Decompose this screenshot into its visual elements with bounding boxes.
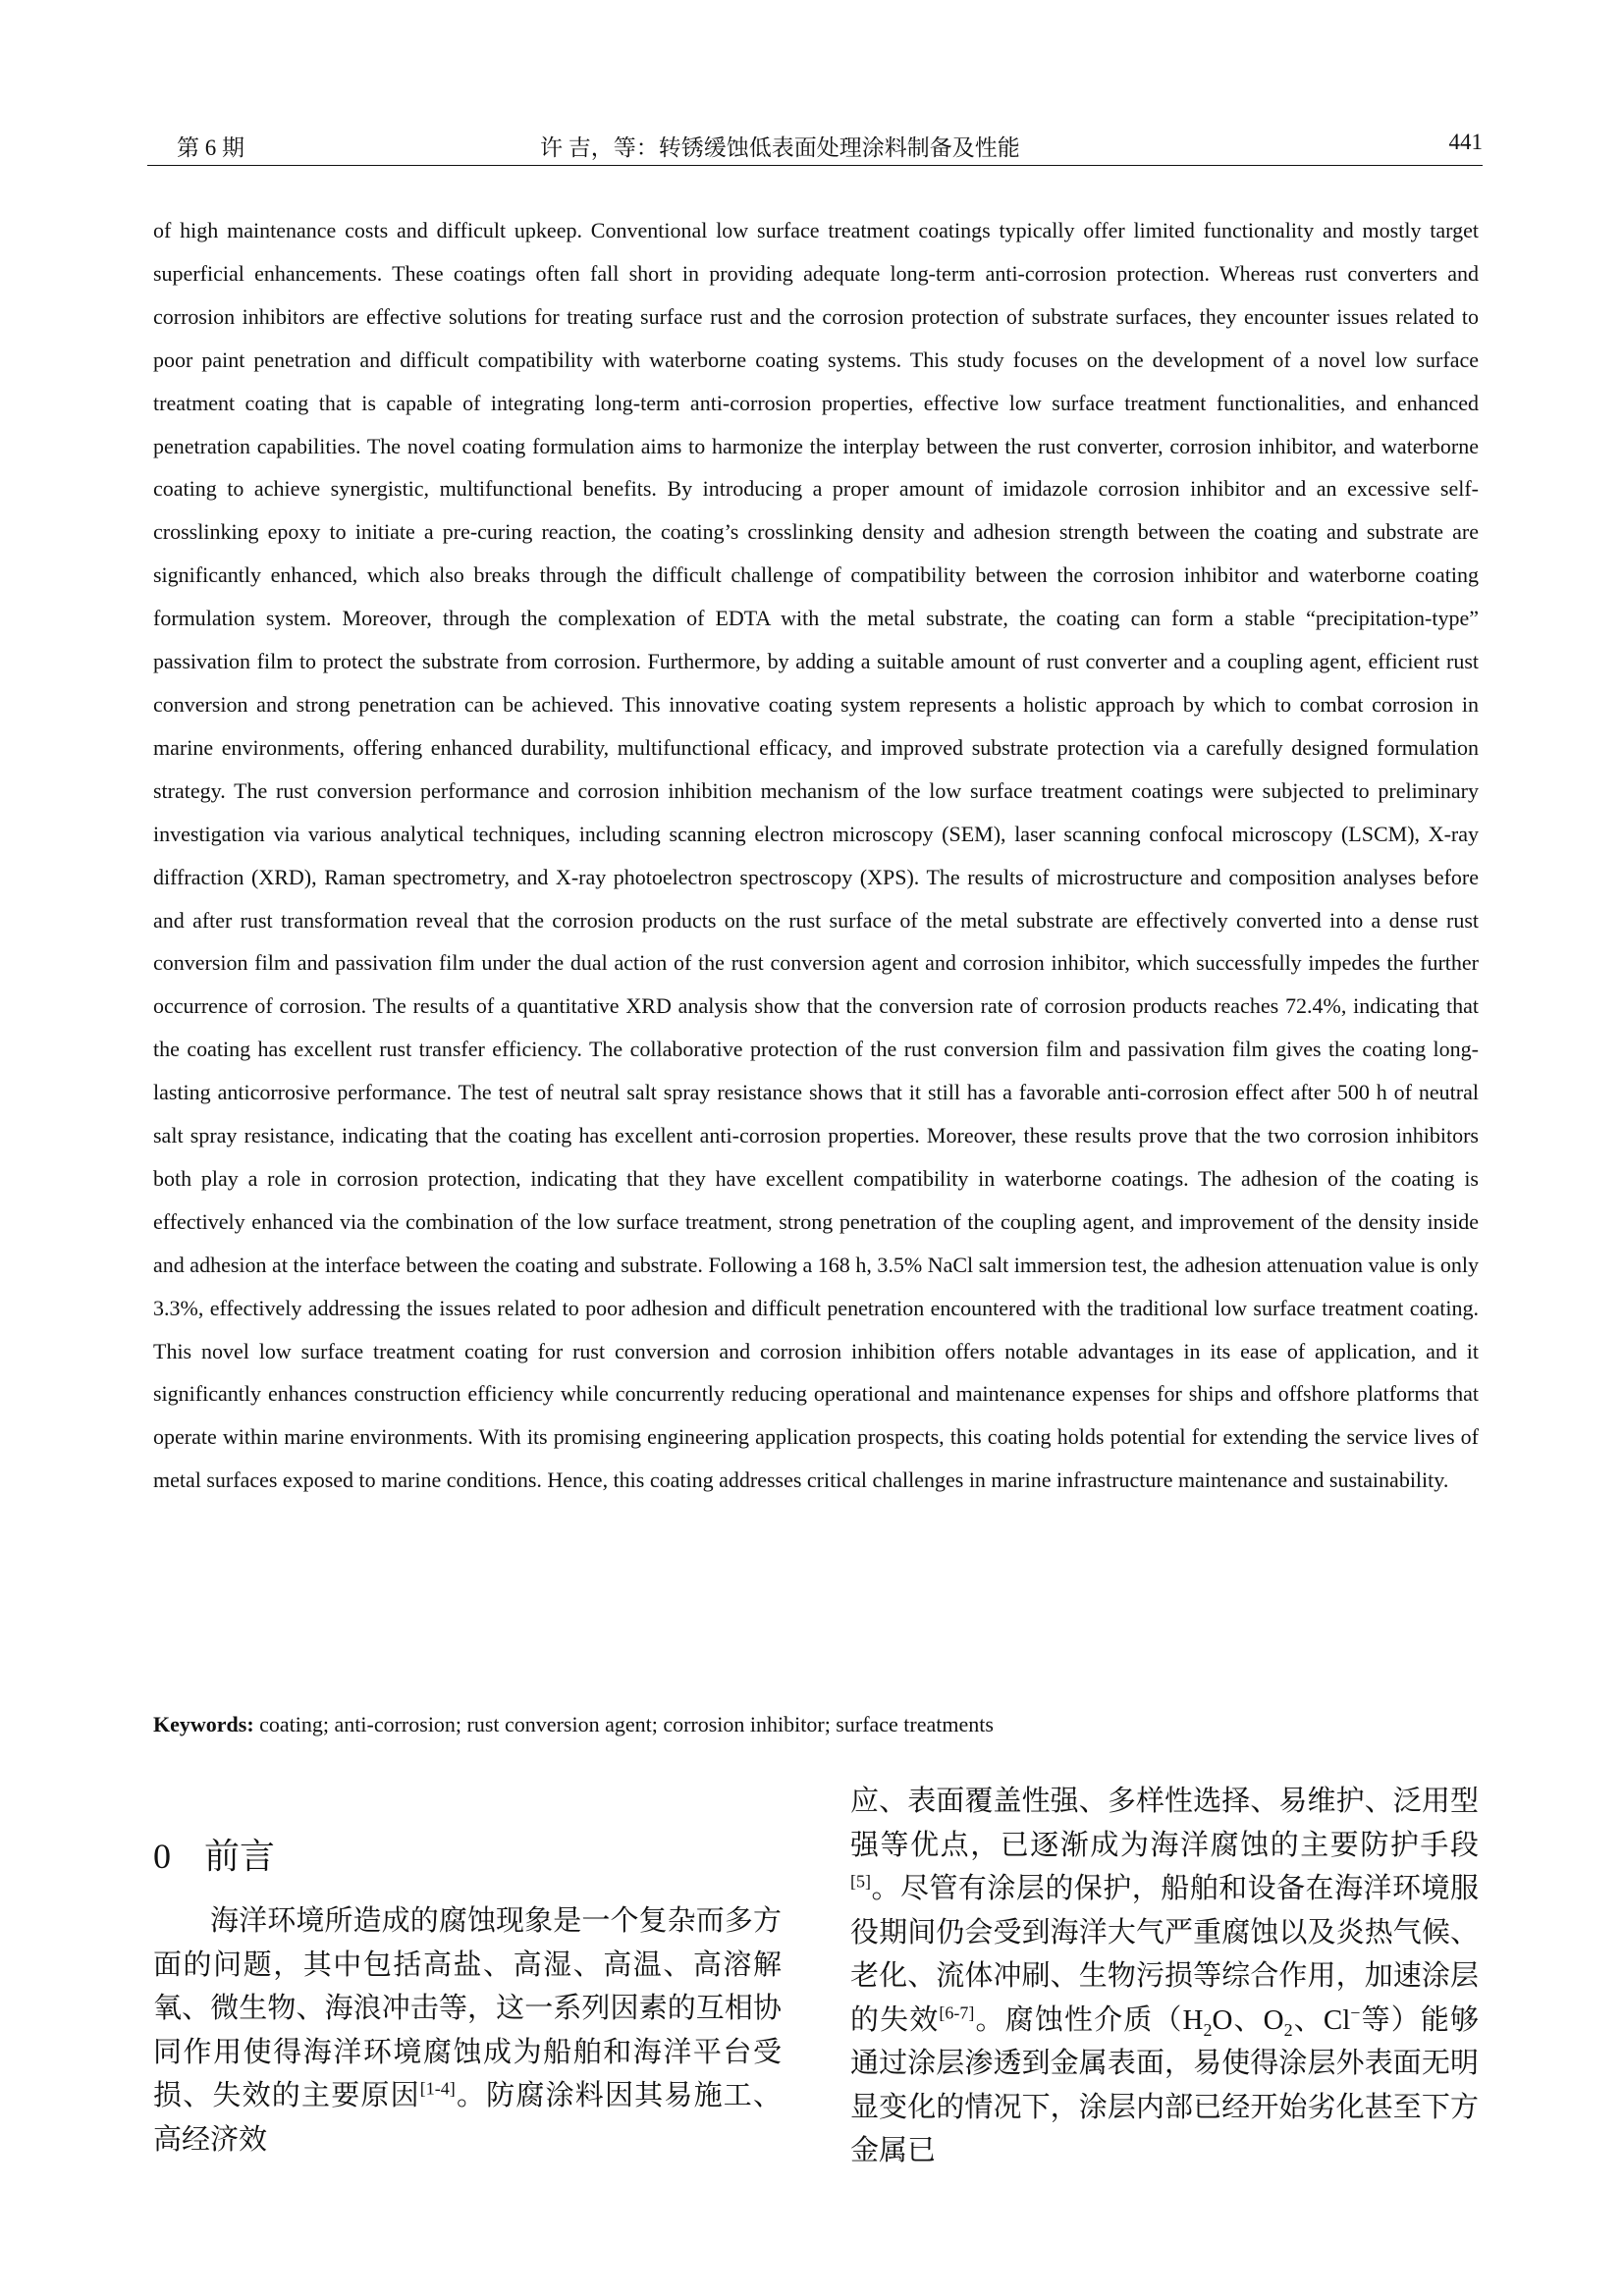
intro-left-column — [153, 1899, 782, 2162]
subscript: 2 — [1283, 2019, 1293, 2040]
intro-text: 。防腐涂料因其易施工、高经济效 — [153, 2080, 782, 2156]
citation: [6-7] — [939, 2002, 975, 2022]
header-rule — [147, 165, 1483, 166]
section-number: 0 — [153, 1837, 171, 1876]
keywords-label: Keywords: — [153, 1712, 254, 1736]
intro-text: O、O — [1212, 2003, 1284, 2036]
intro-text: 。尽管有涂层的保护，船舶和设备在海洋环境服役期间仍会受到海洋大气严重腐蚀以及炎热气候、老化、流体冲刷、生物污损等综合作用，加速涂层的失效 — [850, 1873, 1479, 2036]
keywords-line — [153, 1710, 1479, 1739]
intro-text: 海洋环境所造成的腐蚀现象是一个复杂而多方面的问题，其中包括高盐、高湿、高温、高溶解氧、微生物、海浪冲击等，这一系列因素的互相协同作用使得海洋环境腐蚀成为船舶和海洋平台受损、失效的主要原因 — [153, 1905, 782, 2111]
subscript: 2 — [1203, 2019, 1213, 2040]
keywords-text: coating; anti-corrosion; rust conversion agent; corrosion inhibitor; surface treatments — [253, 1712, 994, 1736]
citation: [1-4] — [419, 2078, 456, 2099]
intro-text: 应、表面覆盖性强、多样性选择、易维护、泛用型强等优点，已逐渐成为海洋腐蚀的主要防护手段 — [850, 1786, 1479, 1861]
section-heading — [153, 1832, 275, 1881]
section-title: 前言 — [204, 1837, 276, 1876]
running-header — [147, 130, 1483, 169]
english-abstract: of high maintenance costs and difficult upkeep. Conventional low surface treatment coatings typically offer limited functionality and mostly target superficial enhancements. These coatings often fall short in providing adequate long-term anti-corrosion protection. Whereas rust converters and corrosion inhibitors are effective solutions for treating surface rust and the corrosion protection of substrate surfaces, they encounter issues related to poor paint penetration and difficult compatibility with waterborne coating systems. This study focuses on the development of a novel low surface treatment coating that is capable of integrating long-term anti-corrosion properties, effective low surface treatment functionalities, and enhanced penetration capabilities. The novel coating formulation aims to harmonize the interplay between the rust converter, corrosion inhibitor, and waterborne coating to achieve synergistic, multifunctional benefits. By introducing a proper amount of imidazole corrosion inhibitor and an excessive self-crosslinking epoxy to initiate a pre-curing reaction, the coating’s crosslinking density and adhesion strength between the coating and substrate are significantly enhanced, which also breaks through the difficult challenge of compatibility between the corrosion inhibitor and waterborne coating formulation system. Moreover, through the complexation of EDTA with the metal substrate, the coating can form a stable “precipitation-type” passivation film to protect the substrate from corrosion. Furthermore, by adding a suitable amount of rust converter and a coupling agent, efficient rust conversion and strong penetration can be achieved. This innovative coating system represents a holistic approach by which to combat corrosion in marine environments, offering enhanced durability, multifunctional efficacy, and improved substrate protection via a carefully designed formulation strategy. The rust conversion performance and corrosion inhibition mechanism of the low surface treatment coatings were subjected to preliminary investigation via various analytical techniques, including scanning electron microscopy (SEM), laser scanning confocal microscopy (LSCM), X-ray diffraction (XRD), Raman spectrometry, and X-ray photoelectron spectroscopy (XPS). The results of microstructure and composition analyses before and after rust transformation reveal that the corrosion products on the rust surface of the metal substrate are effectively converted into a dense rust conversion film and passivation film under the dual action of the rust conversion agent and corrosion inhibitor, which successfully impedes the further occurrence of corrosion. The results of a quantitative XRD analysis show that the conversion rate of corrosion products reaches 72.4%, indicating that the coating has excellent rust transfer efficiency. The collaborative protection of the rust conversion film and passivation film gives the coating long-lasting anticorrosive performance. The test of neutral salt spray resistance shows that it still has a favorable anti-corrosion effect after 500 h of neutral salt spray resistance, indicating that the coating has excellent anti-corrosion properties. Moreover, these results prove that the two corrosion inhibitors both play a role in corrosion protection, indicating that they have excellent compatibility in waterborne coatings. The adhesion of the coating is effectively enhanced via the combination of the low surface treatment, strong penetration of the coupling agent, and improvement of the density inside and adhesion at the interface between the coating and substrate. Following a 168 h, 3.5% NaCl salt immersion test, the adhesion attenuation value is only 3.3%, effectively addressing the issues related to poor adhesion and difficult penetration encountered with the traditional low surface treatment coating. This novel low surface treatment coating for rust conversion and corrosion inhibition offers notable advantages in its ease of application, and it significantly enhances construction efficiency while concurrently reducing operational and maintenance expenses for ships and offshore platforms that operate within marine environments. With its promising engineering application prospects, this coating holds potential for extending the service lives of metal surfaces exposed to marine conditions. Hence, this coating addresses critical challenges in marine infrastructure maintenance and sustainability. — [153, 218, 1479, 1493]
issue-number: 第 6 期 — [177, 135, 244, 160]
running-title: 许 吉，等：转锈缓蚀低表面处理涂料制备及性能 — [540, 135, 1020, 160]
intro-right-column — [850, 1780, 1479, 2173]
citation: [5] — [850, 1871, 871, 1892]
superscript: − — [1350, 2002, 1361, 2022]
page-number: 441 — [1448, 130, 1483, 154]
intro-text: 等）能够通过涂层渗透到金属表面，易使得涂层外表面无明显变化的情况下，涂层内部已经开始劣化甚至下方金属已 — [850, 2003, 1479, 2166]
intro-text: 、Cl — [1292, 2003, 1351, 2036]
intro-text: 。腐蚀性介质（H — [974, 2003, 1204, 2036]
